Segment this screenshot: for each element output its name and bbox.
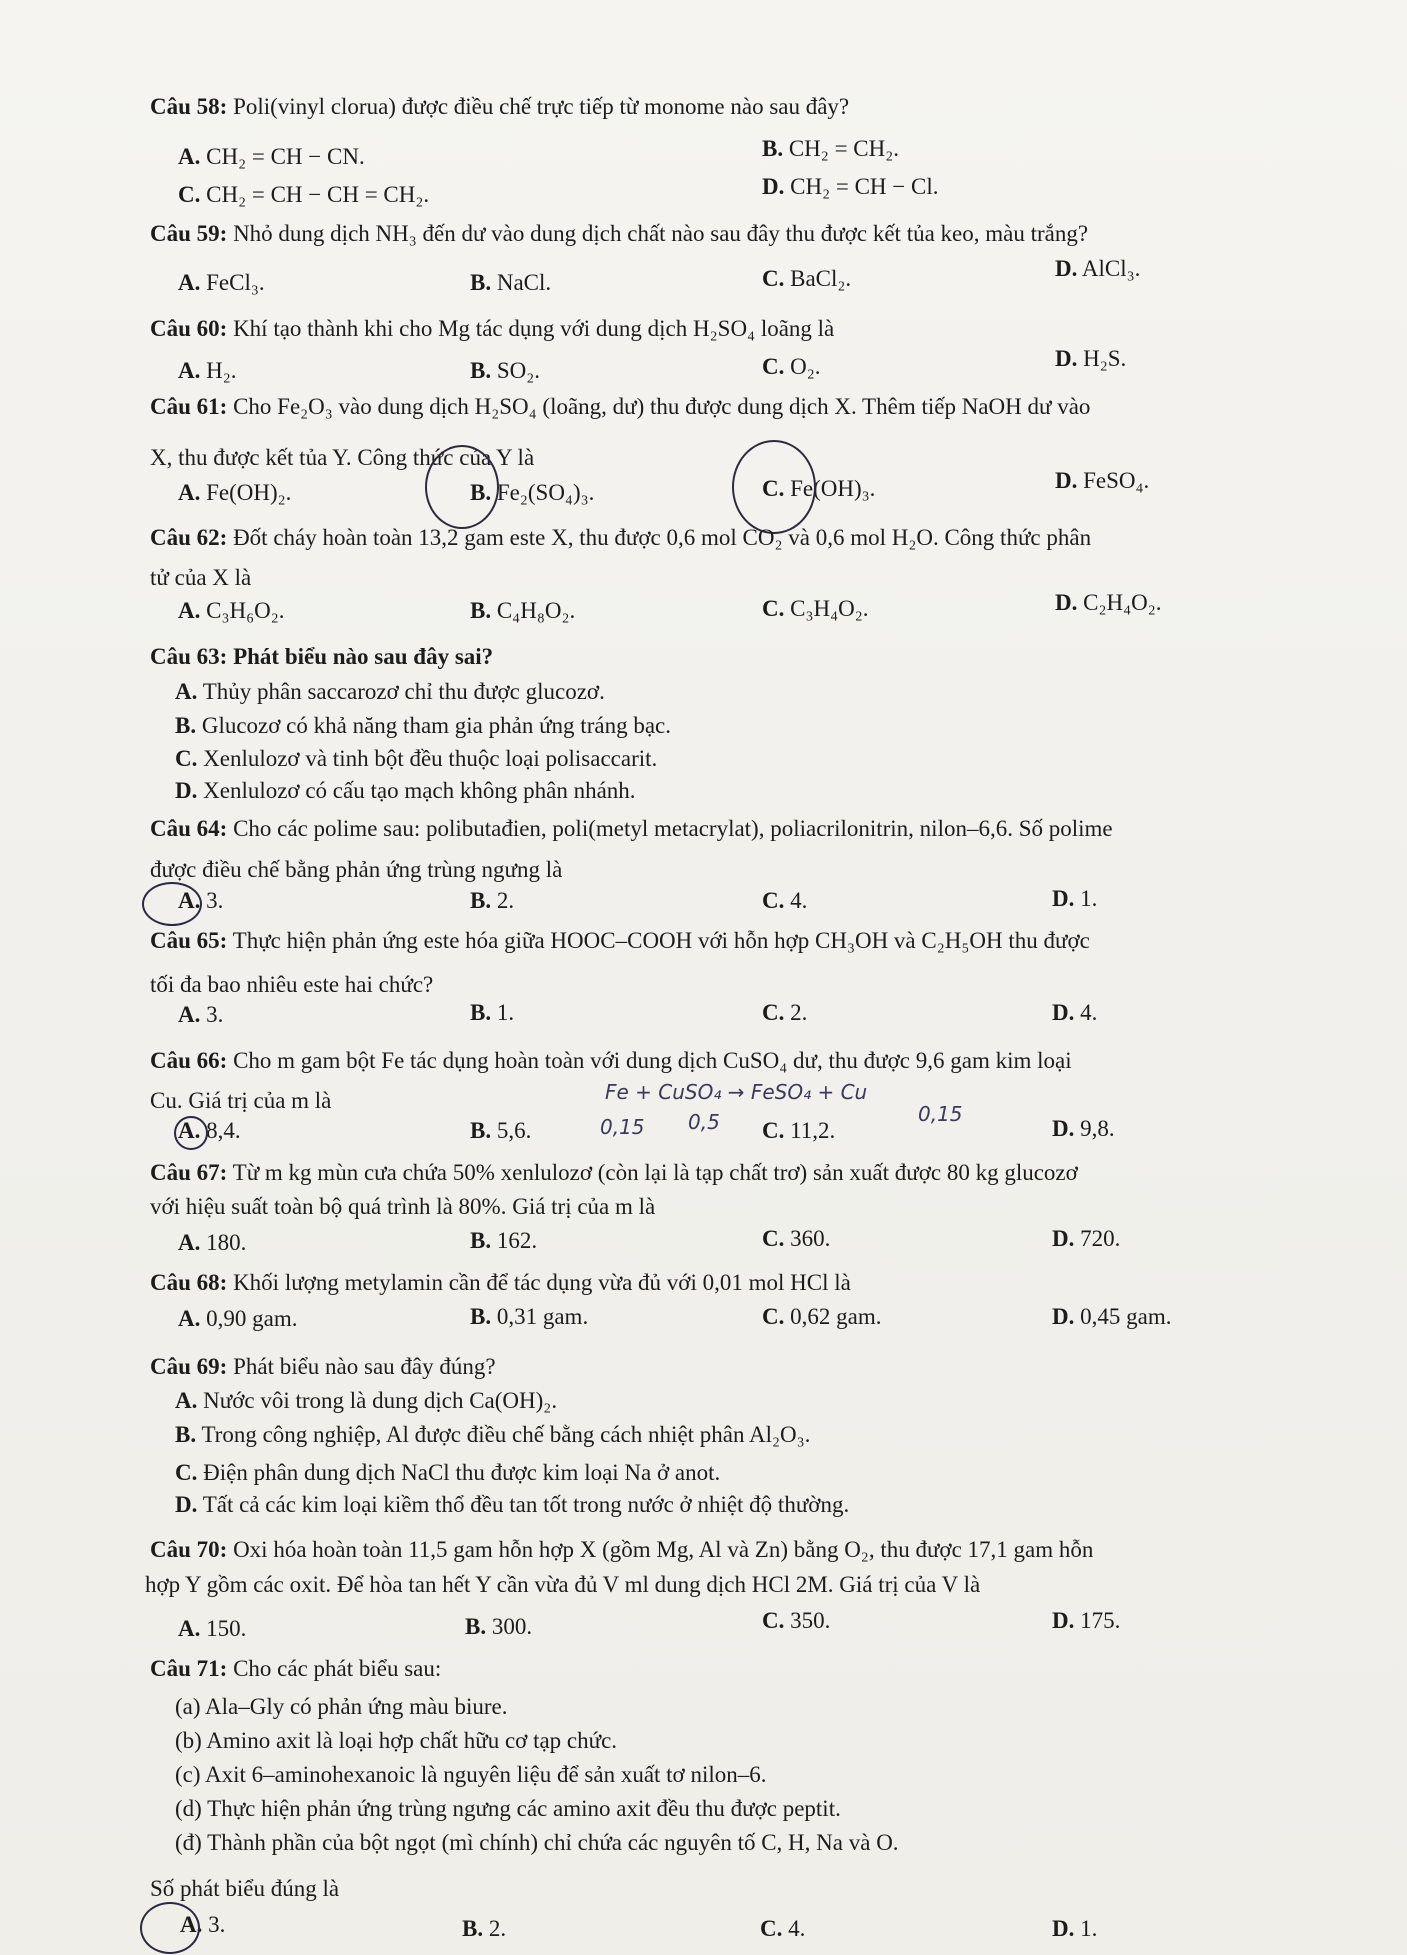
option-d[interactable]: D. 0,45 gam.	[1052, 1304, 1172, 1329]
option-a[interactable]: A. 3.	[180, 1912, 226, 1937]
statement-dd: (đ) Thành phần của bột ngọt (mì chính) chỉ chứa các nguyên tố C, H, Na và O.	[175, 1830, 899, 1855]
question-63	[150, 642, 493, 672]
question-text: Thực hiện phản ứng este hóa giữa HOOC–COOH với hỗn hợp CH₃OH và C₂H₅OH thu được	[232, 928, 1090, 953]
question-label: Câu 62:	[150, 525, 228, 550]
question-text: Cho Fe₂O₃ vào dung dịch H₂SO₄ (loãng, dư) thu được dung dịch X. Thêm tiếp NaOH dư vào	[233, 394, 1091, 419]
option-b[interactable]: B. Fe₂(SO₄)₃.	[470, 480, 595, 505]
question-66	[150, 1046, 1072, 1076]
question-62-text2: tử của X là	[150, 565, 252, 590]
question-label: Câu 69:	[150, 1354, 228, 1379]
option-b[interactable]: B. 2.	[462, 1916, 507, 1941]
question-67-text2: với hiệu suất toàn bộ quá trình là 80%. Giá trị của m là	[150, 1194, 656, 1219]
option-b[interactable]: B. CH₂ = CH₂.	[762, 136, 900, 161]
option-b[interactable]: B. Glucozơ có khả năng tham gia phản ứng tráng bạc.	[175, 713, 671, 738]
option-a[interactable]: A. C₃H₆O₂.	[178, 598, 285, 623]
question-label: Câu 71:	[150, 1656, 228, 1681]
hand-circle-mark	[425, 445, 499, 529]
question-71-text2: Số phát biểu đúng là	[150, 1876, 340, 1901]
option-d[interactable]: D. 9,8.	[1052, 1116, 1115, 1141]
handwritten-equation: Fe + CuSO₄ → FeSO₄ + Cu	[605, 1080, 868, 1104]
question-text: Cho các phát biểu sau:	[233, 1656, 442, 1681]
option-a[interactable]: A. CH₂ = CH − CN.	[178, 144, 365, 169]
question-label: Câu 64:	[150, 816, 228, 841]
option-d[interactable]: D. CH₂ = CH − Cl.	[762, 174, 939, 199]
option-b[interactable]: B. 162.	[470, 1228, 538, 1253]
option-c[interactable]: C. Xenlulozơ và tinh bột đều thuộc loại polisaccarit.	[175, 746, 658, 771]
question-64	[150, 814, 1113, 844]
option-b[interactable]: B. 300.	[465, 1614, 533, 1639]
question-59	[150, 219, 1088, 249]
question-text: Nhỏ dung dịch NH₃ đến dư vào dung dịch chất nào sau đây thu được kết tủa keo, màu trắng?	[233, 221, 1089, 246]
question-65-text2: tối đa bao nhiêu este hai chức?	[150, 972, 434, 997]
question-60	[150, 314, 834, 344]
handwritten-number: 0,15	[600, 1115, 645, 1139]
option-d[interactable]: D. Tất cả các kim loại kiềm thổ đều tan tốt trong nước ở nhiệt độ thường.	[175, 1492, 850, 1517]
option-a[interactable]: A. Fe(OH)₂.	[178, 480, 292, 505]
question-62	[150, 523, 1091, 553]
option-b[interactable]: B. NaCl.	[470, 270, 552, 295]
option-c[interactable]: C. 11,2.	[762, 1118, 836, 1143]
question-text: Oxi hóa hoàn toàn 11,5 gam hỗn hợp X (gồm Mg, Al và Zn) bằng O₂, thu được 17,1 gam hỗn	[233, 1537, 1094, 1562]
option-d[interactable]: D. 720.	[1052, 1226, 1121, 1251]
option-d[interactable]: D. H₂S.	[1055, 346, 1127, 371]
question-71	[150, 1654, 441, 1684]
question-65	[150, 926, 1090, 956]
statement-b: (b) Amino axit là loại hợp chất hữu cơ tạp chức.	[175, 1728, 618, 1753]
question-text: Cho các polime sau: polibutađien, poli(metyl metacrylat), poliacrilonitrin, nilon–6,6. Số polime	[233, 816, 1113, 841]
question-66-text2: Cu. Giá trị của m là	[150, 1088, 332, 1113]
option-d[interactable]: D. FeSO₄.	[1055, 468, 1150, 493]
option-c[interactable]: C. 350.	[762, 1608, 831, 1633]
option-c[interactable]: C. CH₂ = CH − CH = CH₂.	[178, 182, 430, 207]
option-a[interactable]: A. 3.	[178, 888, 224, 913]
hand-circle-mark	[142, 882, 202, 926]
question-label: Câu 70:	[150, 1537, 228, 1562]
option-b[interactable]: B. C₄H₈O₂.	[470, 598, 576, 623]
question-label: Câu 66:	[150, 1048, 228, 1073]
option-a[interactable]: A. Nước vôi trong là dung dịch Ca(OH)₂.	[175, 1388, 558, 1413]
question-label: Câu 59:	[150, 221, 228, 246]
option-a[interactable]: A. 3.	[178, 1002, 224, 1027]
question-text: Phát biểu nào sau đây đúng?	[233, 1354, 496, 1379]
option-d[interactable]: D. AlCl₃.	[1055, 256, 1141, 281]
question-label: Câu 60:	[150, 316, 228, 341]
option-b[interactable]: B. 1.	[470, 1000, 515, 1025]
question-label: Câu 58:	[150, 94, 228, 119]
hand-circle-mark	[174, 1116, 208, 1150]
option-c[interactable]: C. BaCl₂.	[762, 266, 852, 291]
question-68	[150, 1268, 851, 1298]
question-61	[150, 392, 1090, 422]
option-c[interactable]: C. 360.	[762, 1226, 831, 1251]
option-a[interactable]: A. 8,4.	[178, 1118, 241, 1143]
question-61-text2: X, thu được kết tủa Y. Công thức của Y là	[150, 445, 535, 470]
option-a[interactable]: A. H₂.	[178, 358, 237, 383]
question-label: Câu 67:	[150, 1160, 228, 1185]
question-69	[150, 1352, 496, 1382]
option-c[interactable]: C. 4.	[762, 888, 808, 913]
option-a[interactable]: A. 180.	[178, 1230, 247, 1255]
question-label: Câu 65:	[150, 928, 228, 953]
question-label: Câu 68:	[150, 1270, 228, 1295]
hand-circle-mark	[732, 440, 816, 534]
option-c[interactable]: C. O₂.	[762, 354, 821, 379]
statement-a: (a) Ala–Gly có phản ứng màu biure.	[175, 1694, 508, 1719]
option-b[interactable]: B. Trong công nghiệp, Al được điều chế bằng cách nhiệt phân Al₂O₃.	[175, 1422, 811, 1447]
question-text: Cho m gam bột Fe tác dụng hoàn toàn với dung dịch CuSO₄ dư, thu được 9,6 gam kim loại	[233, 1048, 1072, 1073]
statement-c: (c) Axit 6–aminohexanoic là nguyên liệu để sản xuất tơ nilon–6.	[175, 1762, 767, 1787]
question-64-text2: được điều chế bằng phản ứng trùng ngưng là	[150, 857, 563, 882]
question-70	[150, 1535, 1093, 1565]
option-c[interactable]: C. 0,62 gam.	[762, 1304, 882, 1329]
option-d[interactable]: D. 1.	[1052, 886, 1098, 911]
question-67	[150, 1158, 1078, 1188]
question-58	[150, 92, 849, 122]
question-label: Câu 63:	[150, 644, 228, 669]
question-text: Từ m kg mùn cưa chứa 50% xenlulozơ (còn lại là tạp chất trơ) sản xuất được 80 kg glucozơ	[232, 1160, 1078, 1185]
option-d[interactable]: D. Xenlulozơ có cấu tạo mạch không phân nhánh.	[175, 778, 636, 803]
option-d[interactable]: D. 4.	[1052, 1000, 1098, 1025]
option-b[interactable]: B. 2.	[470, 888, 515, 913]
option-b[interactable]: B. SO₂.	[470, 358, 541, 383]
option-c[interactable]: C. C₃H₄O₂.	[762, 596, 869, 621]
option-d[interactable]: D. 175.	[1052, 1608, 1121, 1633]
question-text: Phát biểu nào sau đây sai?	[233, 644, 494, 669]
handwritten-number: 0,5	[688, 1110, 720, 1134]
option-c[interactable]: C. 2.	[762, 1000, 808, 1025]
question-text: Poli(vinyl clorua) được điều chế trực tiếp từ monome nào sau đây?	[233, 94, 850, 119]
option-a[interactable]: A. 0,90 gam.	[178, 1306, 298, 1331]
question-70-text2: hợp Y gồm các oxit. Để hòa tan hết Y cần vừa đủ V ml dung dịch HCl 2M. Giá trị của V là	[145, 1572, 981, 1597]
option-d[interactable]: D. C₂H₄O₂.	[1055, 590, 1162, 615]
option-c[interactable]: C. Điện phân dung dịch NaCl thu được kim loại Na ở anot.	[175, 1460, 721, 1485]
question-label: Câu 61:	[150, 394, 228, 419]
option-b[interactable]: B. 0,31 gam.	[470, 1304, 589, 1329]
question-text: Khí tạo thành khi cho Mg tác dụng với dung dịch H₂SO₄ loãng là	[233, 316, 835, 341]
hand-circle-mark	[140, 1902, 200, 1954]
option-d[interactable]: D. 1.	[1052, 1916, 1098, 1941]
question-text: Đốt cháy hoàn toàn 13,2 gam este X, thu được 0,6 mol CO₂ và 0,6 mol H₂O. Công thức phân	[233, 525, 1092, 550]
option-c[interactable]: C. Fe(OH)₃.	[762, 476, 876, 501]
handwritten-number: 0,15	[918, 1102, 963, 1126]
option-c[interactable]: C. 4.	[760, 1916, 806, 1941]
statement-d: (d) Thực hiện phản ứng trùng ngưng các amino axit đều thu được peptit.	[175, 1796, 841, 1821]
question-text: Khối lượng metylamin cần để tác dụng vừa đủ với 0,01 mol HCl là	[233, 1270, 851, 1295]
option-a[interactable]: A. FeCl₃.	[178, 270, 265, 295]
option-a[interactable]: A. Thủy phân saccarozơ chỉ thu được glucozơ.	[175, 679, 605, 704]
option-b[interactable]: B. 5,6.	[470, 1118, 532, 1143]
option-a[interactable]: A. 150.	[178, 1616, 247, 1641]
